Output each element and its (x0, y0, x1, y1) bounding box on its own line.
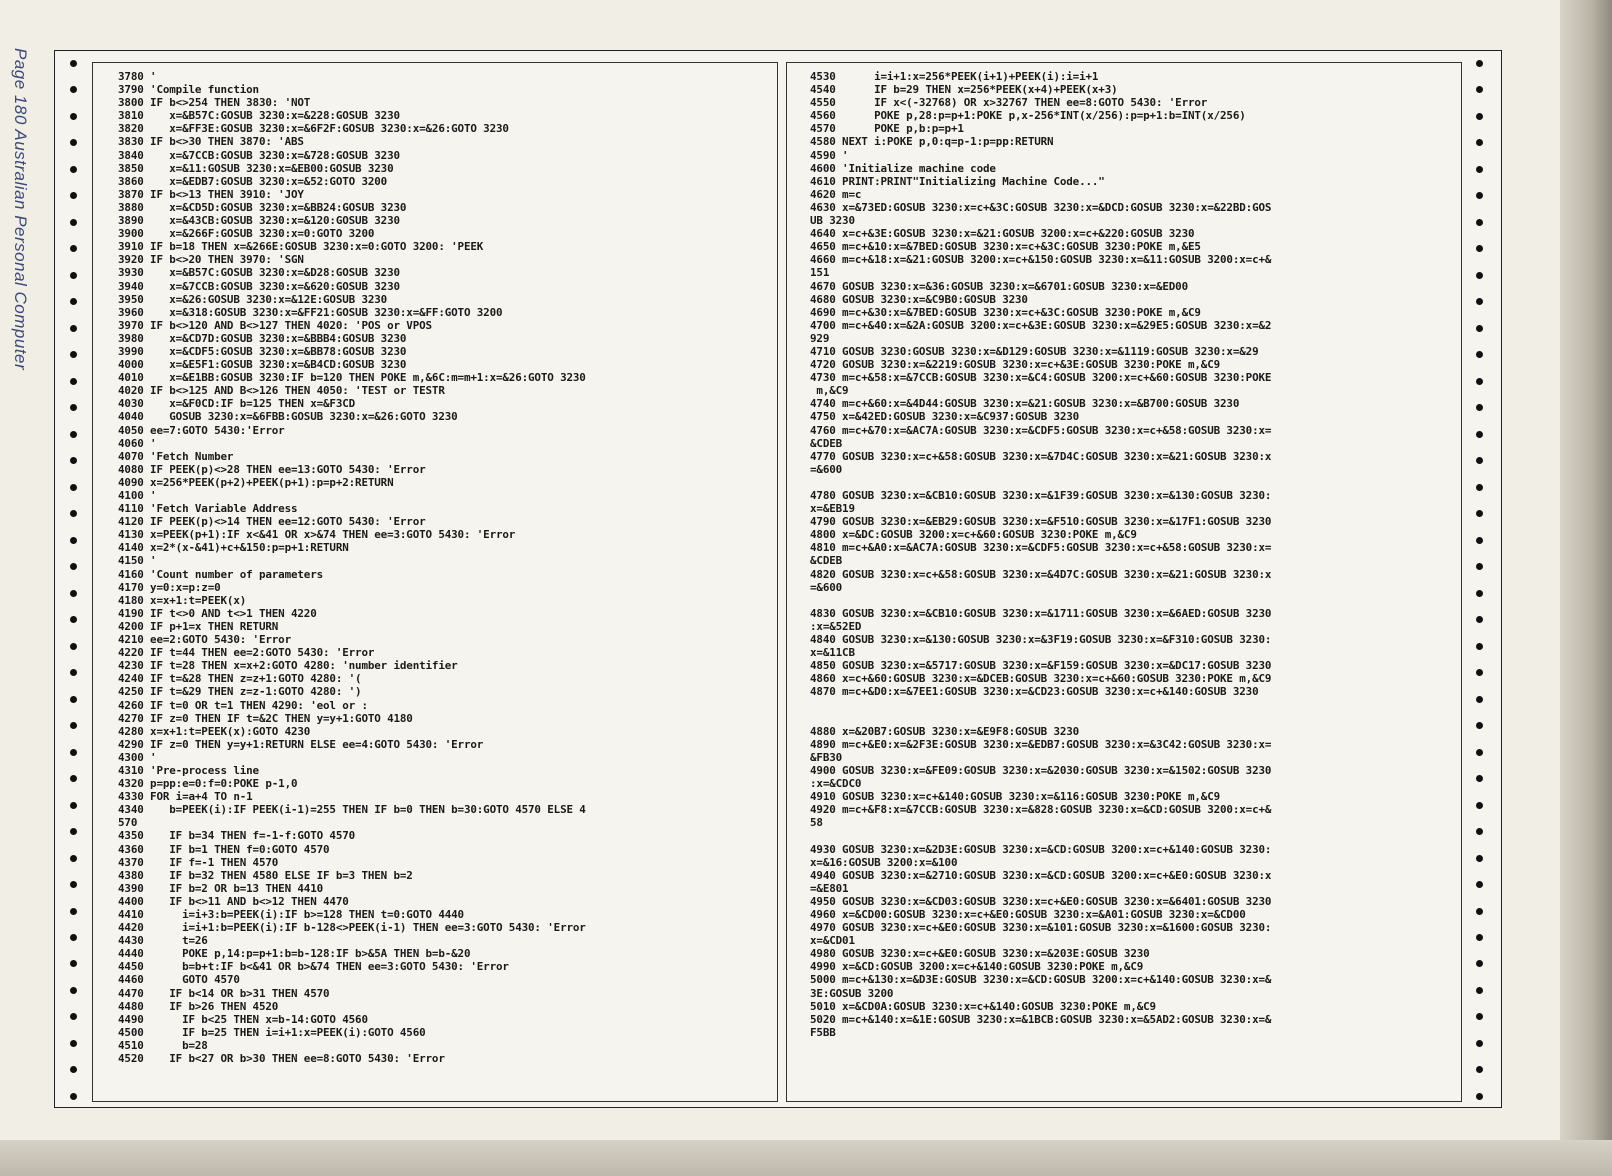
code-line: 570 (118, 816, 138, 830)
sprocket-hole (70, 643, 77, 650)
code-line: 3840 x=&7CCB:GOSUB 3230:x=&728:GOSUB 3230 (118, 148, 400, 162)
code-line: &CDEB (810, 436, 843, 450)
sprocket-hole (1476, 325, 1483, 332)
code-line: 4410 i=i+3:b=PEEK(i):IF b>=128 THEN t=0:GOTO 4440 (118, 908, 464, 921)
code-line: 4720 GOSUB 3230:x=&2219:GOSUB 3230:x=c+&3E:GOSUB 3230:POKE m,&C9 (810, 358, 1221, 372)
sprocket-hole (1476, 775, 1483, 782)
code-line: 4150 ' (118, 554, 157, 568)
sprocket-hole (70, 510, 77, 517)
code-line: 3830 IF b<>30 THEN 3870: 'ABS (118, 135, 304, 149)
code-line: 4160 'Count number of parameters (118, 567, 324, 581)
code-line: 4170 y=0:x=p:z=0 (118, 580, 221, 594)
code-line: 3780 ' (118, 70, 157, 83)
code-line: 3880 x=&CD5D:GOSUB 3230:x=&BB24:GOSUB 3230 (118, 200, 407, 214)
sprocket-hole (1476, 404, 1483, 411)
code-line: 4280 x=x+1:t=PEEK(x):GOTO 4230 (118, 724, 311, 738)
sprocket-hole (1476, 245, 1483, 252)
sprocket-hole (1476, 590, 1483, 597)
sprocket-hole (1476, 696, 1483, 703)
code-line: 4530 i=i+1:x=256*PEEK(i+1)+PEEK(i):i=i+1 (810, 70, 1099, 83)
code-line: 151 (810, 266, 830, 280)
sprocket-hole (1476, 537, 1483, 544)
sprocket-hole (70, 298, 77, 305)
code-line: 3890 x=&43CB:GOSUB 3230:x=&120:GOSUB 3230 (118, 214, 400, 228)
code-line: 4600 'Initialize machine code (810, 161, 996, 175)
sprocket-hole (70, 960, 77, 967)
code-line: 4830 GOSUB 3230:x=&CB10:GOSUB 3230:x=&1711:GOSUB 3230:x=&6AED:GOSUB 3230 (810, 606, 1272, 620)
sprocket-hole (1476, 987, 1483, 994)
sprocket-hole (1476, 113, 1483, 120)
code-line: 4520 IF b<27 OR b>30 THEN ee=8:GOTO 5430: 'Error (118, 1052, 445, 1066)
sprocket-hole (1476, 669, 1483, 676)
code-line: 4970 GOSUB 3230:x=c+&E0:GOSUB 3230:x=&101:GOSUB 3230:x=&1600:GOSUB 3230: (810, 921, 1272, 935)
sprocket-hole (1476, 934, 1483, 941)
code-line: 4880 x=&20B7:GOSUB 3230:x=&E9F8:GOSUB 3230 (810, 724, 1080, 738)
code-line: 4360 IF b=1 THEN f=0:GOTO 4570 (118, 842, 330, 856)
code-line: 929 (810, 331, 830, 345)
code-line: 5020 m=c+&140:x=&1E:GOSUB 3230:x=&1BCB:GOSUB 3230:x=&5AD2:GOSUB 3230:x=& (810, 1012, 1272, 1026)
sprocket-hole (70, 855, 77, 862)
sprocket-hole (1476, 908, 1483, 915)
sprocket-hole (1476, 828, 1483, 835)
code-line: =&E801 (810, 881, 849, 895)
code-line: 4920 m=c+&F8:x=&7CCB:GOSUB 3230:x=&828:GOSUB 3230:x=&CD:GOSUB 3200:x=c+& (810, 803, 1272, 817)
sprocket-hole (1476, 166, 1483, 173)
code-line: 4400 IF b<>11 AND b<>12 THEN 4470 (118, 894, 349, 908)
code-line: m,&C9 (810, 384, 849, 398)
code-line: 4500 IF b=25 THEN i=i+1:x=PEEK(i):GOTO 4560 (118, 1025, 426, 1039)
code-line: 4000 x=&E5F1:GOSUB 3230:x=&B4CD:GOSUB 3230 (118, 358, 407, 372)
code-line: 4440 POKE p,14:p=p+1:b=b-128:IF b>&5A THEN b=b-&20 (118, 947, 471, 961)
sprocket-hole (70, 1040, 77, 1047)
sprocket-hole (1476, 272, 1483, 279)
sprocket-hole (70, 563, 77, 570)
code-line: 4380 IF b=32 THEN 4580 ELSE IF b=3 THEN b=2 (118, 868, 413, 882)
code-line: :x=&52ED (810, 619, 862, 633)
sprocket-hole (70, 696, 77, 703)
sprocket-hole (1476, 139, 1483, 146)
tractor-holes-left (64, 60, 82, 1100)
sprocket-hole (70, 60, 77, 67)
sprocket-hole (70, 431, 77, 438)
code-line: 4690 m=c+&30:x=&7BED:GOSUB 3230:x=c+&3C:GOSUB 3230:POKE m,&C9 (810, 305, 1201, 319)
code-line: 4910 GOSUB 3230:x=c+&140:GOSUB 3230:x=&116:GOSUB 3230:POKE m,&C9 (810, 790, 1221, 804)
code-line: 4050 ee=7:GOTO 5430:'Error (118, 423, 285, 437)
code-line: 4540 IF b=29 THEN x=256*PEEK(x+4)+PEEK(x+3) (810, 83, 1118, 97)
sprocket-hole (70, 881, 77, 888)
code-line: 4300 ' (118, 750, 157, 764)
code-line: 4900 GOSUB 3230:x=&FE09:GOSUB 3230:x=&2030:GOSUB 3230:x=&1502:GOSUB 3230 (810, 763, 1272, 777)
code-line: =&600 (810, 462, 843, 476)
sprocket-hole (70, 139, 77, 146)
code-line: 4550 IF x<(-32768) OR x>32767 THEN ee=8:GOTO 5430: 'Error (810, 96, 1208, 110)
code-line: 4130 x=PEEK(p+1):IF x<&41 OR x>&74 THEN ee=3:GOTO 5430: 'Error (118, 528, 516, 542)
code-line: 4340 b=PEEK(i):IF PEEK(i-1)=255 THEN IF b=0 THEN b=30:GOTO 4570 ELSE 4 (118, 803, 586, 817)
code-line: 4790 GOSUB 3230:x=&EB29:GOSUB 3230:x=&F510:GOSUB 3230:x=&17F1:GOSUB 3230 (810, 515, 1272, 529)
code-line: 4610 PRINT:PRINT"Initializing Machine Code..." (810, 174, 1105, 188)
code-line: 4100 ' (118, 489, 157, 502)
code-line: 4960 x=&CD00:GOSUB 3230:x=c+&E0:GOSUB 3230:x=&A01:GOSUB 3230:x=&CD00 (810, 908, 1246, 921)
sprocket-hole (1476, 378, 1483, 385)
sprocket-hole (70, 669, 77, 676)
sprocket-hole (1476, 298, 1483, 305)
code-line: 4580 NEXT i:POKE p,0:q=p-1:p=pp:RETURN (810, 135, 1054, 149)
code-line: 4350 IF b=34 THEN f=-1-f:GOTO 4570 (118, 829, 356, 843)
tractor-holes-right (1470, 60, 1488, 1100)
sprocket-hole (70, 616, 77, 623)
code-line: 4320 p=pp:e=0:f=0:POKE p-1,0 (118, 777, 298, 791)
code-line: 4020 IF b<>125 AND B<>126 THEN 4050: 'TEST or TESTR (118, 384, 445, 398)
code-line: 4390 IF b=2 OR b=13 THEN 4410 (118, 881, 324, 895)
sprocket-hole (1476, 457, 1483, 464)
sprocket-hole (70, 113, 77, 120)
sprocket-hole (70, 908, 77, 915)
page-label: Page 180 Australian Personal Computer (11, 48, 30, 371)
code-line: 4750 x=&42ED:GOSUB 3230:x=&C937:GOSUB 3230 (810, 410, 1080, 424)
code-line: 4780 GOSUB 3230:x=&CB10:GOSUB 3230:x=&1F39:GOSUB 3230:x=&130:GOSUB 3230: (810, 489, 1272, 502)
sprocket-hole (1476, 802, 1483, 809)
sprocket-hole (1476, 643, 1483, 650)
code-line: 4140 x=2*(x-&41)+c+&150:p=p+1:RETURN (118, 541, 349, 555)
code-line: 4590 ' (810, 148, 849, 162)
code-line: 3950 x=&26:GOSUB 3230:x=&12E:GOSUB 3230 (118, 292, 388, 306)
sprocket-hole (1476, 722, 1483, 729)
code-listing-left (118, 70, 768, 1065)
code-line: 4840 GOSUB 3230:x=&130:GOSUB 3230:x=&3F19:GOSUB 3230:x=&F310:GOSUB 3230: (810, 633, 1272, 647)
code-line: x=&EB19 (810, 502, 855, 516)
code-line: 4510 b=28 (118, 1038, 208, 1052)
sprocket-hole (70, 192, 77, 199)
code-line: 4480 IF b>26 THEN 4520 (118, 999, 279, 1013)
code-line: 4730 m=c+&58:x=&7CCB:GOSUB 3230:x=&C4:GOSUB 3200:x=c+&60:GOSUB 3230:POKE (810, 371, 1272, 385)
sprocket-hole (70, 775, 77, 782)
sprocket-hole (70, 987, 77, 994)
code-line: 4090 x=256*PEEK(p+2)+PEEK(p+1):p=p+2:RETURN (118, 475, 394, 489)
sprocket-hole (70, 166, 77, 173)
code-line: 3790 'Compile function (118, 83, 259, 97)
sprocket-hole (1476, 192, 1483, 199)
sprocket-hole (1476, 351, 1483, 358)
code-line: 4660 m=c+&18:x=&21:GOSUB 3200:x=c+&150:GOSUB 3230:x=&11:GOSUB 3200:x=c+& (810, 253, 1272, 267)
code-line: x=&16:GOSUB 3200:x=&100 (810, 855, 958, 869)
sprocket-hole (70, 351, 77, 358)
code-line: x=&CD01 (810, 934, 855, 948)
code-line: 4290 IF z=0 THEN y=y+1:RETURN ELSE ee=4:GOTO 5430: 'Error (118, 737, 484, 751)
sprocket-hole (70, 537, 77, 544)
sprocket-hole (1476, 510, 1483, 517)
code-line: 4260 IF t=0 OR t=1 THEN 4290: 'eol or : (118, 698, 368, 712)
code-line: 4330 FOR i=a+4 TO n-1 (118, 790, 253, 804)
code-line (810, 712, 1450, 725)
sprocket-hole (70, 325, 77, 332)
code-line: 4680 GOSUB 3230:x=&C9B0:GOSUB 3230 (810, 292, 1028, 306)
code-line: 4040 GOSUB 3230:x=&6FBB:GOSUB 3230:x=&26:GOTO 3230 (118, 410, 458, 424)
code-line: 4120 IF PEEK(p)<>14 THEN ee=12:GOTO 5430: 'Error (118, 515, 426, 529)
code-listing-right (810, 70, 1450, 1039)
code-line: 4640 x=c+&3E:GOSUB 3230:x=&21:GOSUB 3200:x=c+&220:GOSUB 3230 (810, 227, 1195, 241)
code-line: 4030 x=&F0CD:IF b=125 THEN x=&F3CD (118, 397, 356, 411)
code-line: 4870 m=c+&D0:x=&7EE1:GOSUB 3230:x=&CD23:GOSUB 3230:x=c+&140:GOSUB 3230 (810, 685, 1259, 699)
code-line: 3940 x=&7CCB:GOSUB 3230:x=&620:GOSUB 3230 (118, 279, 400, 293)
code-line: 4800 x=&DC:GOSUB 3200:x=c+&60:GOSUB 3230:POKE m,&C9 (810, 528, 1137, 542)
sprocket-hole (1476, 881, 1483, 888)
code-line: 4710 GOSUB 3230:GOSUB 3230:x=&D129:GOSUB 3230:x=&1119:GOSUB 3230:x=&29 (810, 344, 1259, 358)
code-line (810, 594, 1450, 607)
sprocket-hole (70, 828, 77, 835)
page-bottom-edge (0, 1140, 1612, 1176)
code-line: 3960 x=&318:GOSUB 3230:x=&FF21:GOSUB 3230:x=&FF:GOTO 3200 (118, 305, 503, 319)
code-line: 4070 'Fetch Number (118, 449, 234, 463)
sprocket-hole (70, 219, 77, 226)
code-line: 3990 x=&CDF5:GOSUB 3230:x=&BB78:GOSUB 3230 (118, 344, 407, 358)
code-line: 4080 IF PEEK(p)<>28 THEN ee=13:GOTO 5430: 'Error (118, 462, 426, 476)
code-line: 4810 m=c+&A0:x=&AC7A:GOSUB 3230:x=&CDF5:GOSUB 3230:x=c+&58:GOSUB 3230:x= (810, 541, 1272, 555)
code-line: 3970 IF b<>120 AND B<>127 THEN 4020: 'POS or VPOS (118, 318, 432, 332)
sprocket-hole (70, 1013, 77, 1020)
code-line: 4890 m=c+&E0:x=&2F3E:GOSUB 3230:x=&EDB7:GOSUB 3230:x=&3C42:GOSUB 3230:x= (810, 737, 1272, 751)
code-line: 4930 GOSUB 3230:x=&2D3E:GOSUB 3230:x=&CD:GOSUB 3200:x=c+&140:GOSUB 3230: (810, 842, 1272, 856)
code-line: &CDEB (810, 554, 843, 568)
sprocket-hole (1476, 855, 1483, 862)
sprocket-hole (1476, 960, 1483, 967)
sprocket-hole (1476, 1093, 1483, 1100)
sprocket-hole (1476, 431, 1483, 438)
code-line: 5010 x=&CD0A:GOSUB 3230:x=c+&140:GOSUB 3230:POKE m,&C9 (810, 999, 1156, 1013)
sprocket-hole (70, 749, 77, 756)
code-line: 3800 IF b<>254 THEN 3830: 'NOT (118, 96, 311, 110)
code-line: 4250 IF t=&29 THEN z=z-1:GOTO 4280: ') (118, 685, 362, 699)
code-line: 58 (810, 816, 823, 830)
code-line: 4180 x=x+1:t=PEEK(x) (118, 593, 247, 607)
code-line: 5000 m=c+&130:x=&D3E:GOSUB 3230:x=&CD:GOSUB 3200:x=c+&140:GOSUB 3230:x=& (810, 973, 1272, 987)
code-line: 4110 'Fetch Variable Address (118, 502, 298, 516)
sprocket-hole (70, 802, 77, 809)
code-line: 4190 IF t<>0 AND t<>1 THEN 4220 (118, 606, 317, 620)
book-spine-shadow (1560, 0, 1612, 1176)
sprocket-hole (1476, 1013, 1483, 1020)
code-line: 3870 IF b<>13 THEN 3910: 'JOY (118, 187, 304, 201)
sprocket-hole (1476, 484, 1483, 491)
code-line: 4980 GOSUB 3230:x=c+&E0:GOSUB 3230:x=&203E:GOSUB 3230 (810, 947, 1150, 961)
code-line: 4860 x=c+&60:GOSUB 3230:x=&DCEB:GOSUB 3230:x=c+&60:GOSUB 3230:POKE m,&C9 (810, 672, 1272, 686)
code-line: 3810 x=&B57C:GOSUB 3230:x=&228:GOSUB 3230 (118, 109, 400, 123)
code-line: 4230 IF t=28 THEN x=x+2:GOTO 4280: 'number identifier (118, 659, 458, 673)
code-line: 4060 ' (118, 436, 157, 450)
sprocket-hole (1476, 616, 1483, 623)
code-line: 3850 x=&11:GOSUB 3230:x=&EB00:GOSUB 3230 (118, 161, 394, 175)
code-line: 4420 i=i+1:b=PEEK(i):IF b-128<>PEEK(i-1) THEN ee=3:GOTO 5430: 'Error (118, 921, 586, 935)
code-line: 4490 IF b<25 THEN x=b-14:GOTO 4560 (118, 1012, 368, 1026)
code-line: F5BB (810, 1025, 836, 1039)
code-line: 4950 GOSUB 3230:x=&CD03:GOSUB 3230:x=c+&E0:GOSUB 3230:x=&6401:GOSUB 3230 (810, 894, 1272, 908)
code-line: =&600 (810, 580, 843, 594)
code-line: 4560 POKE p,28:p=p+1:POKE p,x-256*INT(x/256):p=p+1:b=INT(x/256) (810, 109, 1246, 123)
sprocket-hole (70, 457, 77, 464)
code-line: 3930 x=&B57C:GOSUB 3230:x=&D28:GOSUB 3230 (118, 266, 400, 280)
sprocket-hole (70, 272, 77, 279)
code-line: 3980 x=&CD7D:GOSUB 3230:x=&BBB4:GOSUB 3230 (118, 331, 407, 345)
code-line: 4460 GOTO 4570 (118, 973, 240, 987)
sprocket-hole (1476, 219, 1483, 226)
sprocket-hole (70, 378, 77, 385)
code-line: 4200 IF p+1=x THEN RETURN (118, 619, 279, 633)
sprocket-hole (1476, 1066, 1483, 1073)
code-line: 3860 x=&EDB7:GOSUB 3230:x=&52:GOTO 3200 (118, 174, 388, 188)
sprocket-hole (1476, 749, 1483, 756)
sprocket-hole (70, 245, 77, 252)
sprocket-hole (70, 1093, 77, 1100)
code-line: 4620 m=c (810, 187, 862, 201)
code-line: 4450 b=b+t:IF b<&41 OR b>&74 THEN ee=3:GOTO 5430: 'Error (118, 960, 509, 974)
sprocket-hole (70, 722, 77, 729)
code-line: 4630 x=&73ED:GOSUB 3230:x=c+&3C:GOSUB 3230:x=&DCD:GOSUB 3230:x=&22BD:GOS (810, 200, 1272, 214)
sprocket-hole (70, 934, 77, 941)
code-line: &FB30 (810, 750, 843, 764)
code-line: UB 3230 (810, 214, 855, 228)
sprocket-hole (70, 1066, 77, 1073)
code-line: 4850 GOSUB 3230:x=&5717:GOSUB 3230:x=&F159:GOSUB 3230:x=&DC17:GOSUB 3230 (810, 659, 1272, 673)
code-line: 4470 IF b<14 OR b>31 THEN 4570 (118, 986, 330, 1000)
code-line: 4430 t=26 (118, 934, 208, 948)
sprocket-hole (70, 86, 77, 93)
code-line: 3820 x=&FF3E:GOSUB 3230:x=&6F2F:GOSUB 3230:x=&26:GOTO 3230 (118, 122, 509, 136)
code-line: 4940 GOSUB 3230:x=&2710:GOSUB 3230:x=&CD:GOSUB 3200:x=c+&E0:GOSUB 3230:x (810, 868, 1272, 882)
code-line (810, 699, 1450, 712)
code-line: 4760 m=c+&70:x=&AC7A:GOSUB 3230:x=&CDF5:GOSUB 3230:x=c+&58:GOSUB 3230:x= (810, 423, 1272, 437)
sprocket-hole (70, 484, 77, 491)
code-line: 3E:GOSUB 3200 (810, 986, 894, 1000)
sprocket-hole (1476, 1040, 1483, 1047)
code-line: 3910 IF b=18 THEN x=&266E:GOSUB 3230:x=0:GOTO 3200: 'PEEK (118, 240, 484, 254)
code-line: 4010 x=&E1BB:GOSUB 3230:IF b=120 THEN POKE m,&6C:m=m+1:x=&26:GOTO 3230 (118, 371, 586, 385)
code-line: 4310 'Pre-process line (118, 763, 259, 777)
code-line: 4740 m=c+&60:x=&4D44:GOSUB 3230:x=&21:GOSUB 3230:x=&B700:GOSUB 3230 (810, 397, 1240, 411)
code-line: 4270 IF z=0 THEN IF t=&2C THEN y=y+1:GOTO 4180 (118, 711, 413, 725)
sprocket-hole (70, 404, 77, 411)
sprocket-hole (1476, 60, 1483, 67)
sprocket-hole (1476, 563, 1483, 570)
code-line: 3900 x=&266F:GOSUB 3230:x=0:GOTO 3200 (118, 227, 375, 241)
code-line: 4240 IF t=&28 THEN z=z+1:GOTO 4280: '( (118, 672, 362, 686)
code-line: 4370 IF f=-1 THEN 4570 (118, 855, 279, 869)
code-line: 4570 POKE p,b:p=p+1 (810, 122, 964, 136)
code-line: 4670 GOSUB 3230:x=&36:GOSUB 3230:x=&6701:GOSUB 3230:x=&ED00 (810, 279, 1188, 293)
code-line: 4210 ee=2:GOTO 5430: 'Error (118, 633, 291, 647)
code-line: 4650 m=c+&10:x=&7BED:GOSUB 3230:x=c+&3C:GOSUB 3230:POKE m,&E5 (810, 240, 1201, 254)
code-line: 4220 IF t=44 THEN ee=2:GOTO 5430: 'Error (118, 646, 375, 660)
code-line: x=&11CB (810, 646, 855, 660)
sprocket-hole (1476, 86, 1483, 93)
code-line: 4990 x=&CD:GOSUB 3200:x=c+&140:GOSUB 3230:POKE m,&C9 (810, 960, 1144, 974)
code-line: :x=&CDC0 (810, 777, 862, 791)
code-line: 4770 GOSUB 3230:x=c+&58:GOSUB 3230:x=&7D4C:GOSUB 3230:x=&21:GOSUB 3230:x (810, 449, 1272, 463)
sprocket-hole (70, 590, 77, 597)
code-line: 4820 GOSUB 3230:x=c+&58:GOSUB 3230:x=&4D7C:GOSUB 3230:x=&21:GOSUB 3230:x (810, 567, 1272, 581)
code-line: 4700 m=c+&40:x=&2A:GOSUB 3200:x=c+&3E:GOSUB 3230:x=&29E5:GOSUB 3230:x=&2 (810, 318, 1272, 332)
code-line: 3920 IF b<>20 THEN 3970: 'SGN (118, 253, 304, 267)
code-line (810, 476, 1450, 489)
code-line (810, 829, 1450, 842)
